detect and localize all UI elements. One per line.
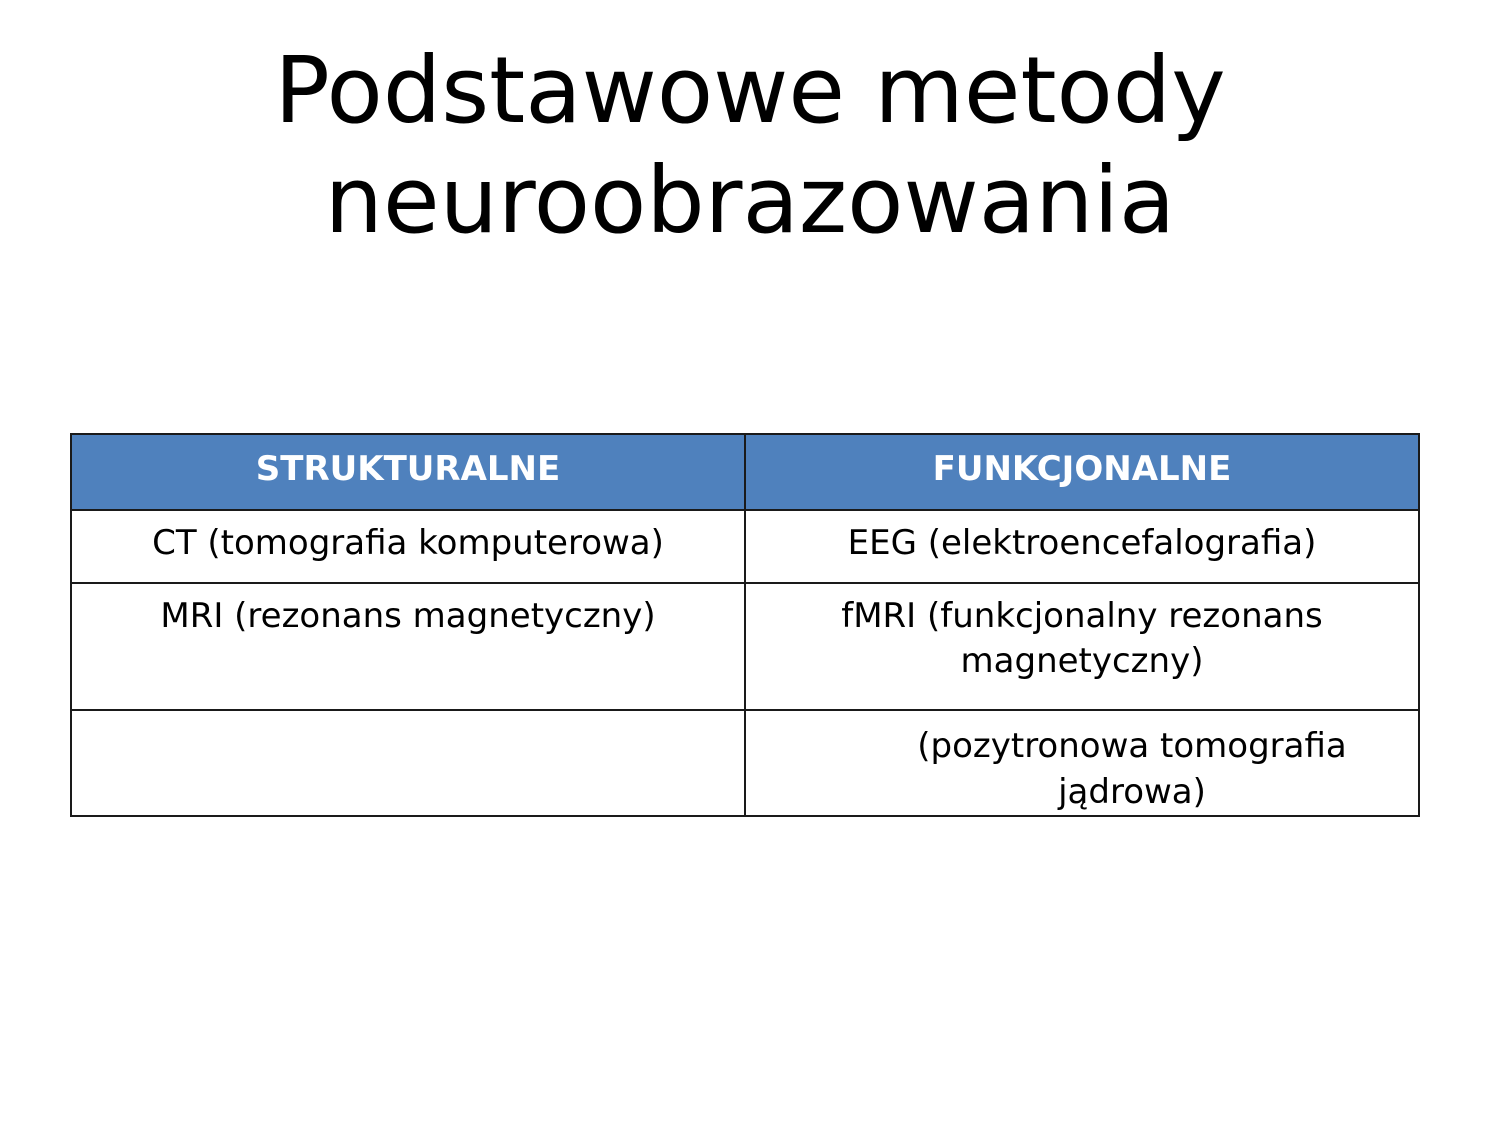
slide-title-line-2: neuroobrazowania [324,147,1176,254]
cell-mri: MRI (rezonans magnetyczny) [71,583,745,710]
methods-table [70,433,1420,817]
table-header-row [71,434,1419,510]
header-structural: STRUKTURALNE [71,434,745,510]
cell-fmri: fMRI (funkcjonalny rezonans magnetyczny) [745,583,1419,710]
cell-empty [71,710,745,816]
table-row [71,583,1419,710]
cell-pet [745,710,1419,816]
cell-ct: CT (tomografia komputerowa) [71,510,745,583]
table-row [71,710,1419,816]
slide-title [0,36,1500,256]
slide-title-line-1: Podstawowe metody [274,37,1226,144]
cell-eeg: EEG (elektroencefalografia) [745,510,1419,583]
header-functional: FUNKCJONALNE [745,434,1419,510]
table-row [71,510,1419,583]
cell-pet-text: (pozytronowa tomografia jądrowa) [917,726,1347,812]
